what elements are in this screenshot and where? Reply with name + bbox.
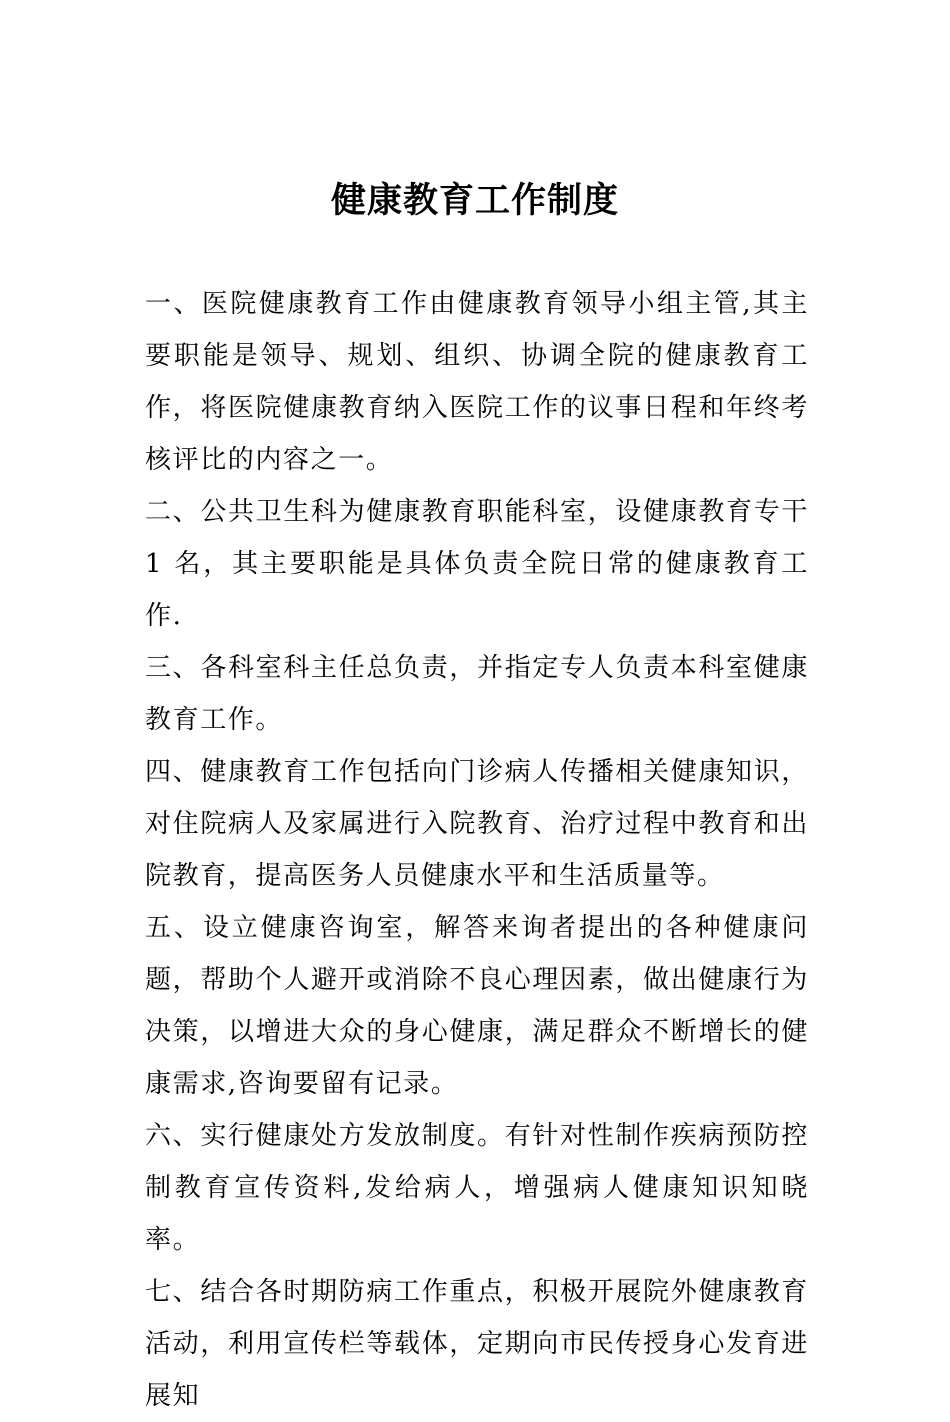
paragraph-3: 三、各科室科主任总负责，并指定专人负责本科室健康教育工作。: [145, 653, 809, 735]
paragraph-7: 七、结合各时期防病工作重点，积极开展院外健康教育活动，利用宣传栏等载体，定期向市民传授身心发育进展知: [145, 1277, 809, 1411]
paragraph-4: 四、健康教育工作包括向门诊病人传播相关健康知识，对住院病人及家属进行入院教育、治疗过程中教育和出院教育，提高医务人员健康水平和生活质量等。: [145, 757, 809, 891]
paragraph-6: 六、实行健康处方发放制度。有针对性制作疾病预防控制教育宣传资料,发给病人，增强病人健康知识知晓率。: [145, 1121, 809, 1255]
paragraph-2: 二、公共卫生科为健康教育职能科室，设健康教育专干 1 名，其主要职能是具体负责全院日常的健康教育工作.: [145, 497, 809, 631]
document-body: [145, 278, 809, 1422]
paragraph-5: 五、设立健康咨询室，解答来询者提出的各种健康问题，帮助个人避开或消除不良心理因素，做出健康行为决策，以增进大众的身心健康，满足群众不断增长的健康需求,咨询要留有记录。: [145, 913, 809, 1099]
paragraph-1: 一、医院健康教育工作由健康教育领导小组主管,其主要职能是领导、规划、组织、协调全院的健康教育工作，将医院健康教育纳入医院工作的议事日程和年终考核评比的内容之一。: [145, 289, 809, 475]
document-title: 健康教育工作制度: [330, 181, 619, 221]
